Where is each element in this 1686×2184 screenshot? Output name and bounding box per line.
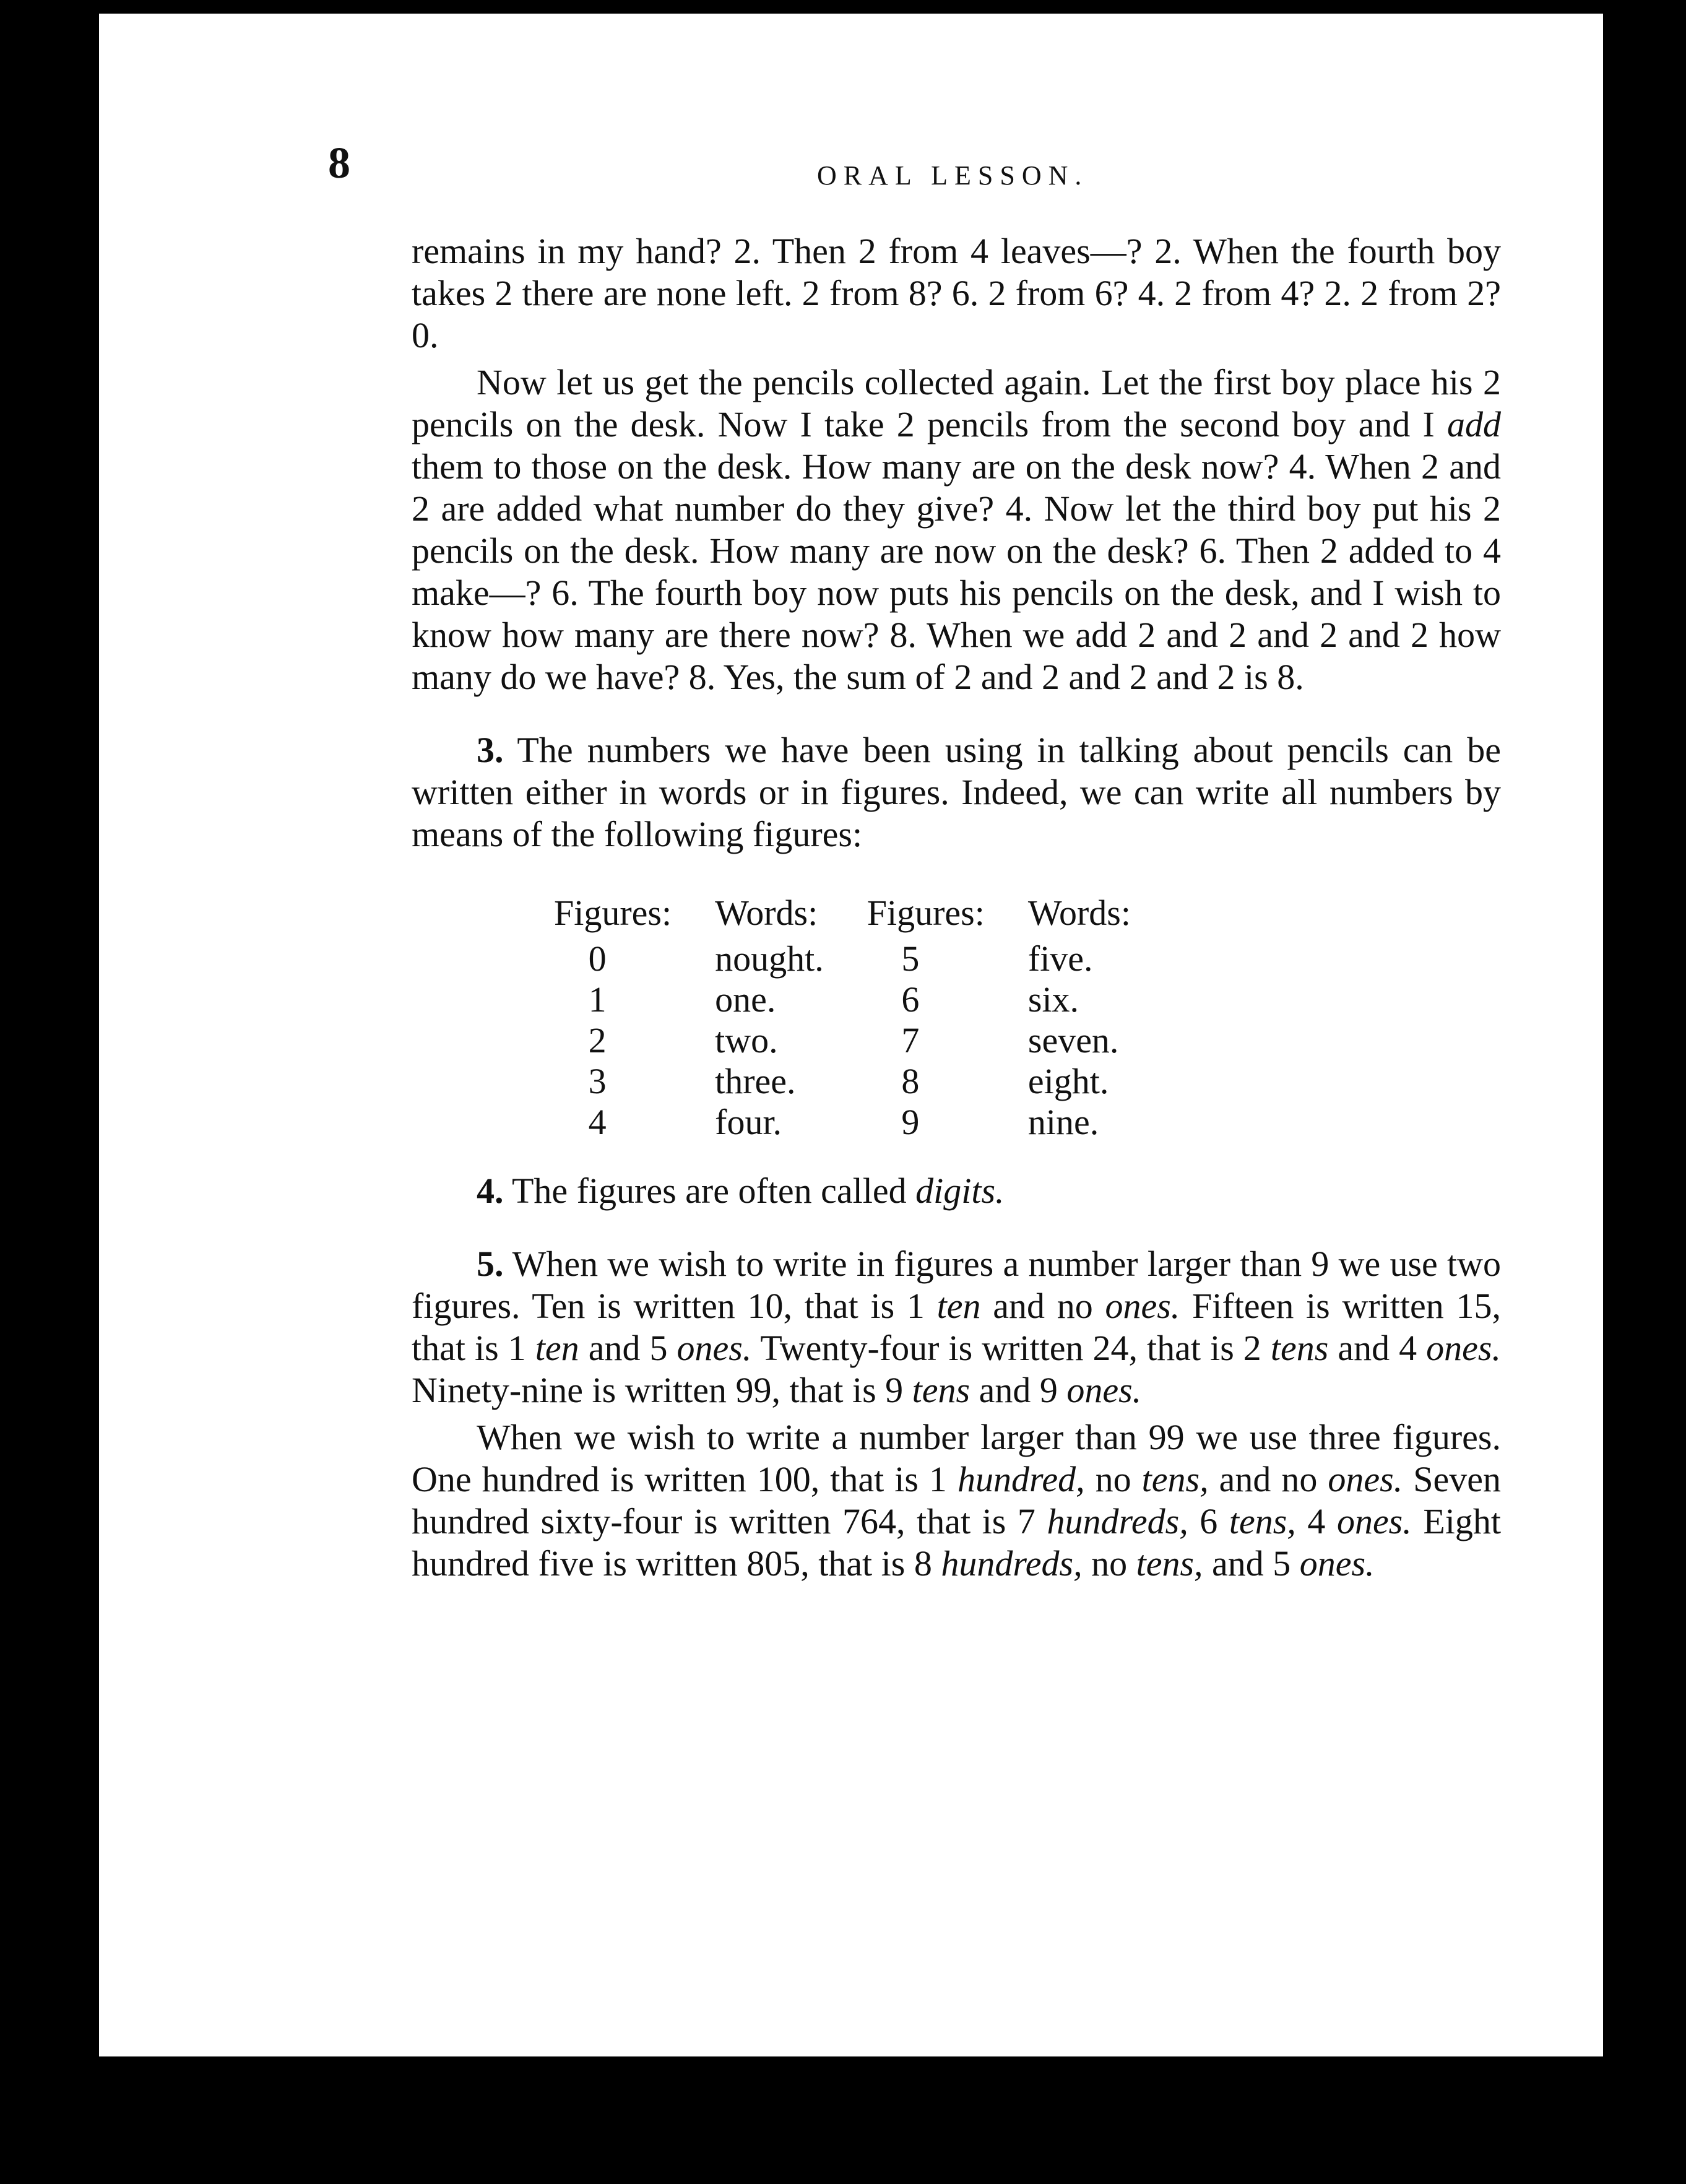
table-row: 0 nought. 5 five. [588,938,1093,979]
column-header: Figures: [867,893,985,933]
scan-border-right [1603,14,1686,2081]
page-header [99,137,1603,191]
column-header: Words: [715,893,818,933]
paragraph-pencils-collected: Now let us get the pencils collected again. Let the first boy place his 2 pencils on the desk. Now I take 2 pencils from the second boy and I add them to those on the desk. How many are on the desk now? 4. When 2 and 2 are added what number do they give? 4. Now let the third boy put his 2 pencils on the desk. How many are now on the desk? 6. Then 2 added to 4 make—? 6. The fourth boy now puts his pencils on the desk, and I wish to know how many are there now? 8. When we add 2 and 2 and 2 and 2 how many do we have? 8. Yes, the sum of 2 and 2 and 2 and 2 is 8. [412,362,1501,697]
section-number: 3. [477,730,504,770]
section-number: 4. [477,1171,504,1211]
table-row: 4 four. 9 nine. [588,1102,1099,1142]
paragraph-continuation: remains in my hand? 2. Then 2 from 4 leaves—? 2. When the fourth boy takes 2 there are none left. 2 from 8? 6. 2 from 6? 4. 2 from 4? 2. 2 from 2? 0. [412,231,1501,355]
page-number: 8 [328,138,350,188]
section-5-paragraph: 5. When we wish to write in figures a number larger than 9 we use two figures. Ten is written 10, that is 1 ten and no ones. Fifteen is written 15, that is 1 ten and 5 ones. Twenty-four is written 24, that is 2 tens and 4 ones. Ninety-nine is written 99, that is 9 tens and 9 ones. [412,1244,1501,1410]
table-header-row [554,893,1174,938]
table-row: 1 one. 6 six. [588,979,1079,1020]
paragraph-three-figures: When we wish to write a number larger than 99 we use three figures. One hundred is written 100, that is 1 hundred, no tens, and no ones. Seven hundred sixty-four is written 764, that is 7 hundreds, 6 tens, 4 ones. Eight hundred five is written 805, that is 8 hundreds, no tens, and 5 ones. [412,1417,1501,1584]
page-body [412,230,1501,1585]
table-row: 3 three. 8 eight. [588,1061,1109,1101]
section-number: 5. [477,1244,504,1284]
figures-words-table [554,893,1174,1143]
table-row: 2 two. 7 seven. [588,1020,1119,1060]
running-head: ORAL LESSON. [817,160,1089,191]
section-3-paragraph: 3. The numbers we have been using in talking about pencils can be written either in words or in figures. Indeed, we can write all numbers by means of the following figures: [412,730,1501,854]
column-header: Words: [1027,893,1131,933]
column-header: Figures: [554,893,672,933]
book-page [99,14,1603,2056]
section-4-paragraph: 4. The figures are often called digits. [477,1171,1005,1211]
